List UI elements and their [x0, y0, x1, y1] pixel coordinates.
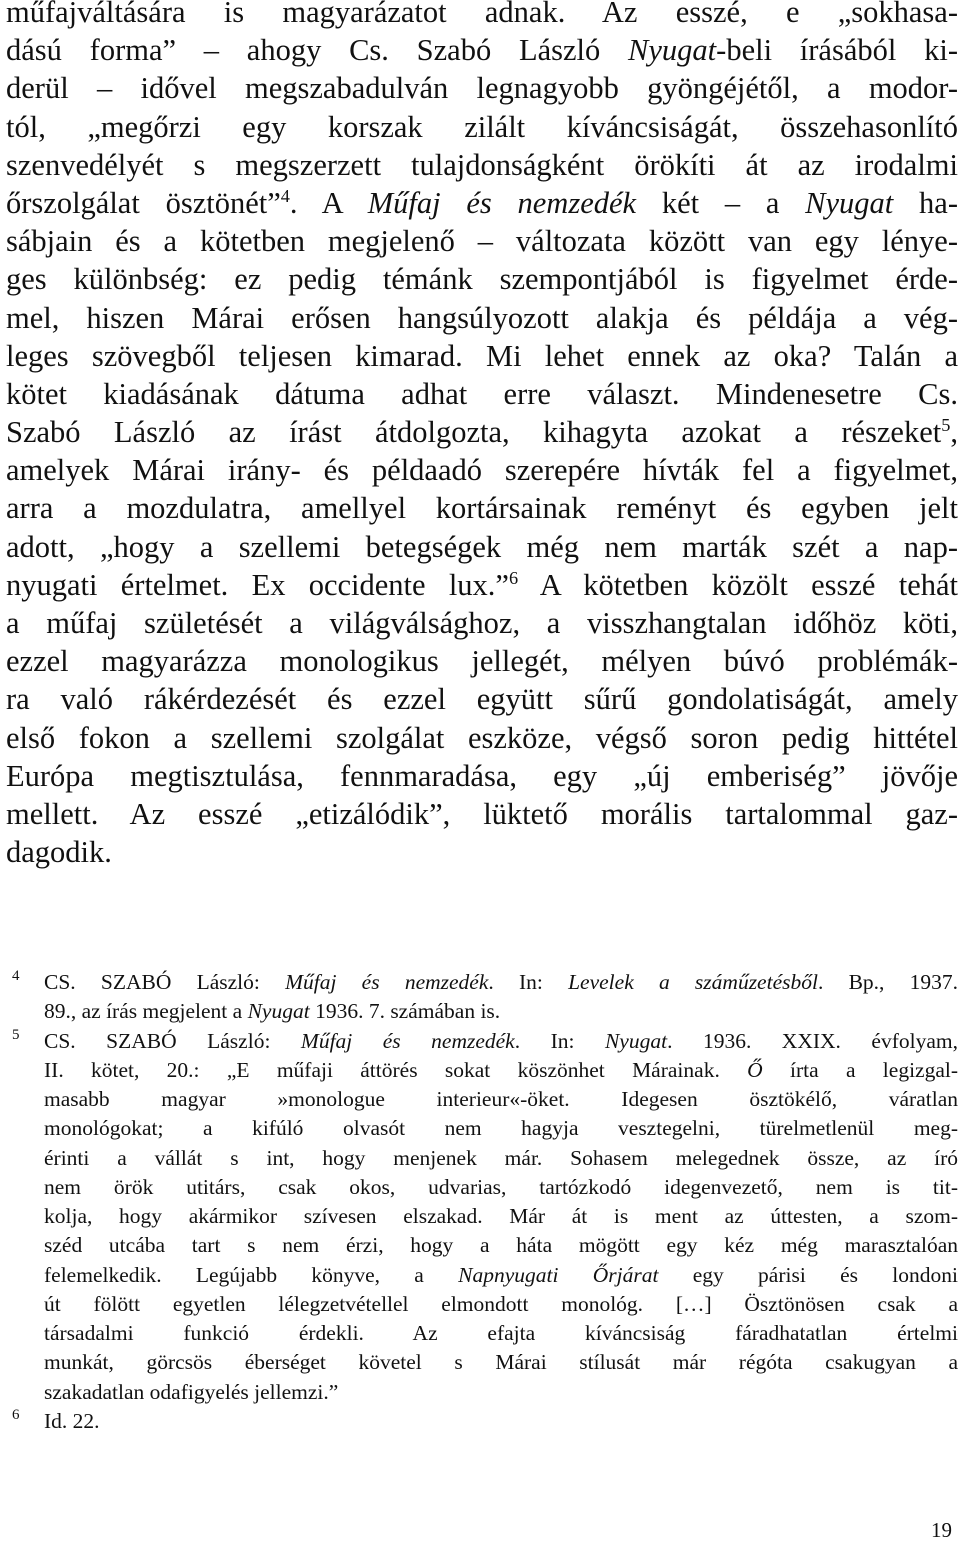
- text-run: . Bp., 1937.: [817, 970, 958, 994]
- text-line: [6, 375, 958, 413]
- text-run: 89., az írás megjelent a: [44, 999, 248, 1024]
- italic-title: Levelek a száműzetésből: [568, 970, 818, 994]
- text-run: mel, hiszen Márai erősen hangsúlyozott alakja és példája a vég-: [6, 300, 958, 335]
- text-line: [6, 337, 958, 375]
- footnote-line: [6, 968, 958, 997]
- text-line: [6, 146, 958, 184]
- text-line: [6, 642, 958, 680]
- italic-title: Nyugat: [604, 1028, 668, 1053]
- footnote-reference: 5: [941, 414, 951, 435]
- text-run: írta a legizgal-: [762, 1057, 959, 1082]
- text-line: [6, 528, 958, 566]
- footnote-line: [6, 1173, 958, 1202]
- text-line: [6, 489, 958, 527]
- text-line: [6, 566, 958, 604]
- footnote-line: [6, 1348, 958, 1377]
- text-line: [6, 757, 958, 795]
- text-run: út fölött egyetlen lélegzetvétellel elmondott monológ. […] Ösztönösen csak a: [44, 1291, 958, 1316]
- text-run: két – a: [636, 185, 806, 220]
- footnote-line: [6, 1231, 958, 1260]
- text-run: . A: [289, 185, 368, 220]
- footnote-reference: 6: [508, 567, 519, 588]
- text-run: mellett. Az esszé „etizálódik”, lüktető morális tartalommal gaz-: [6, 796, 958, 831]
- text-run: monológokat; a kifúló olvasót nem hagyja vesztegelni, türelmetlenül meg-: [44, 1116, 958, 1141]
- text-run: nyugati értelmet. Ex occidente lux.”: [6, 567, 509, 602]
- text-line: [6, 0, 958, 31]
- text-line: [6, 108, 958, 146]
- text-run: első fokon a szellemi szolgálat eszköze, végső soron pedig hittétel: [6, 720, 958, 755]
- text-run: ezzel magyarázza monologikus jellegét, mélyen búvó problémák-: [6, 644, 958, 679]
- text-run: munkát, görcsös éberséget követel s Márai stílusát már régóta csakugyan a: [44, 1350, 958, 1375]
- text-run: ra való rákérdezését és ezzel együtt sűrű gondolatiságát, amely: [6, 682, 958, 717]
- text-run: arra a mozdulatra, amellyel kortársainak reményt és egyben jelt: [6, 491, 958, 526]
- text-run: CS. SZABÓ László:: [44, 1028, 301, 1053]
- italic-title: Műfaj és nemzedék: [285, 970, 489, 994]
- text-run: ges különbség: ez pedig témánk szempontjából is figyelmet érde-: [6, 262, 958, 297]
- text-line: [6, 299, 958, 337]
- footnote-line: [6, 1114, 958, 1143]
- italic-title: Ő: [747, 1057, 763, 1082]
- text-line: [6, 833, 958, 871]
- footnote-4: [6, 968, 958, 1027]
- text-run: műfajváltására is magyarázatot adnak. Az esszé, e „sokhasa-: [6, 0, 958, 29]
- text-run: ha-: [893, 185, 958, 220]
- text-run: sábjain és a kötetben megjelenő – változata között van egy lénye-: [6, 224, 958, 259]
- text-run: őrszolgálat ösztönét”: [6, 185, 281, 220]
- text-run: szenvedélyét s megszerzett tulajdonságként örökíti át az irodalmi: [6, 147, 958, 182]
- text-run: tól, „megőrzi egy korszak zilált kíváncsiságát, összehasonlító: [6, 109, 958, 144]
- text-run: -beli írásából ki-: [716, 33, 958, 68]
- footnote-5: [6, 1027, 958, 1407]
- text-run: ,: [950, 415, 958, 450]
- text-line: [6, 69, 958, 107]
- italic-title: Nyugat: [628, 33, 717, 68]
- text-run: amelyek Márai irány- és példaadó szerepére hívták fel a figyelmet,: [6, 453, 958, 488]
- text-line: [6, 795, 958, 833]
- italic-title: Napnyugati Őrjárat: [458, 1262, 659, 1287]
- text-line: [6, 260, 958, 298]
- text-run: leges szövegből teljesen kimarad. Mi lehet ennek az oka? Talán a: [6, 338, 958, 373]
- italic-title: Műfaj és nemzedék: [367, 185, 637, 220]
- text-run: . In:: [514, 1028, 605, 1053]
- footnote-line: [6, 1261, 958, 1290]
- text-run: 1936. 7. számában is.: [309, 999, 501, 1024]
- italic-title: Műfaj és nemzedék: [300, 1028, 515, 1053]
- text-run: II. kötet, 20.: „E műfaji áttörés sokat köszönhet Márainak.: [44, 1057, 748, 1082]
- footnotes-section: [6, 968, 958, 1436]
- text-line: [6, 451, 958, 489]
- text-run: . In:: [488, 970, 569, 994]
- footnote-line: [6, 997, 958, 1026]
- text-line: [6, 222, 958, 260]
- footnote-line: [6, 1144, 958, 1173]
- text-run: Id. 22.: [44, 1408, 100, 1433]
- text-run: dagodik.: [6, 835, 112, 870]
- text-run: adott, „hogy a szellemi betegségek még nem marták szét a nap-: [6, 529, 958, 564]
- footnote-line: [6, 1027, 958, 1056]
- text-run: társadalmi funkció érdekli. Az efajta kíváncsiság fáradhatatlan értelmi: [44, 1321, 958, 1345]
- text-line: [6, 184, 958, 222]
- footnote-line: [6, 1056, 958, 1085]
- text-run: széd utcába tart s nem érzi, hogy a háta mögött egy kéz még marasztalóan: [44, 1233, 958, 1258]
- text-run: CS. SZABÓ László:: [44, 970, 286, 994]
- italic-title: Nyugat: [247, 999, 310, 1024]
- footnote-number: 6: [12, 1406, 20, 1423]
- footnote-line: [6, 1290, 958, 1319]
- text-run: kolja, hogy akármikor szívesen elszakad. Már át is ment az úttesten, a szom-: [44, 1204, 958, 1228]
- text-line: [6, 31, 958, 69]
- text-run: felemelkedik. Legújabb könyve, a: [44, 1262, 459, 1287]
- text-run: egy párisi és londoni: [658, 1262, 958, 1287]
- footnote-6: [6, 1407, 958, 1436]
- text-run: Szabó László az írást átdolgozta, kihagyta azokat a részeket: [6, 415, 942, 450]
- footnote-line: [6, 1085, 958, 1114]
- italic-title: Nyugat: [805, 185, 894, 220]
- text-run: érinti a vállát s int, hogy menjenek már. Sohasem melegednek össze, az író: [44, 1145, 958, 1170]
- text-line: [6, 719, 958, 757]
- footnote-line: [6, 1319, 958, 1348]
- footnote-line: [6, 1378, 958, 1407]
- text-run: A kötetben közölt esszé tehát: [518, 567, 958, 602]
- main-text-block: [6, 0, 958, 871]
- text-line: [6, 680, 958, 718]
- text-run: dású forma” – ahogy Cs. Szabó László: [6, 33, 629, 68]
- footnote-reference: 4: [280, 185, 290, 206]
- text-line: [6, 604, 958, 642]
- footnote-number: 5: [12, 1026, 20, 1043]
- text-run: . 1936. XXIX. évfolyam,: [667, 1028, 958, 1053]
- text-run: nem örök utitárs, csak okos, udvarias, tartózkodó idegenvezető, nem is tit-: [44, 1174, 958, 1199]
- text-run: Európa megtisztulása, fennmaradása, egy „új emberiség” jövője: [6, 758, 958, 793]
- text-line: [6, 413, 958, 451]
- footnote-line: [6, 1202, 958, 1231]
- page-number: 19: [931, 1518, 952, 1542]
- footnote-number: 4: [12, 968, 20, 984]
- text-run: a műfaj születését a világválsághoz, a visszhangtalan időhöz köti,: [6, 606, 958, 640]
- text-run: szakadatlan odafigyelés jellemzi.”: [44, 1379, 339, 1404]
- text-run: masabb magyar »monologue interieur«-öket. Idegesen ösztökélő, váratlan: [44, 1087, 958, 1111]
- text-run: derül – idővel megszabadulván legnagyobb gyöngéjétől, a modor-: [6, 71, 958, 106]
- text-run: kötet kiadásának dátuma adhat erre választ. Mindenesetre Cs.: [6, 376, 958, 411]
- footnote-line: [6, 1407, 958, 1436]
